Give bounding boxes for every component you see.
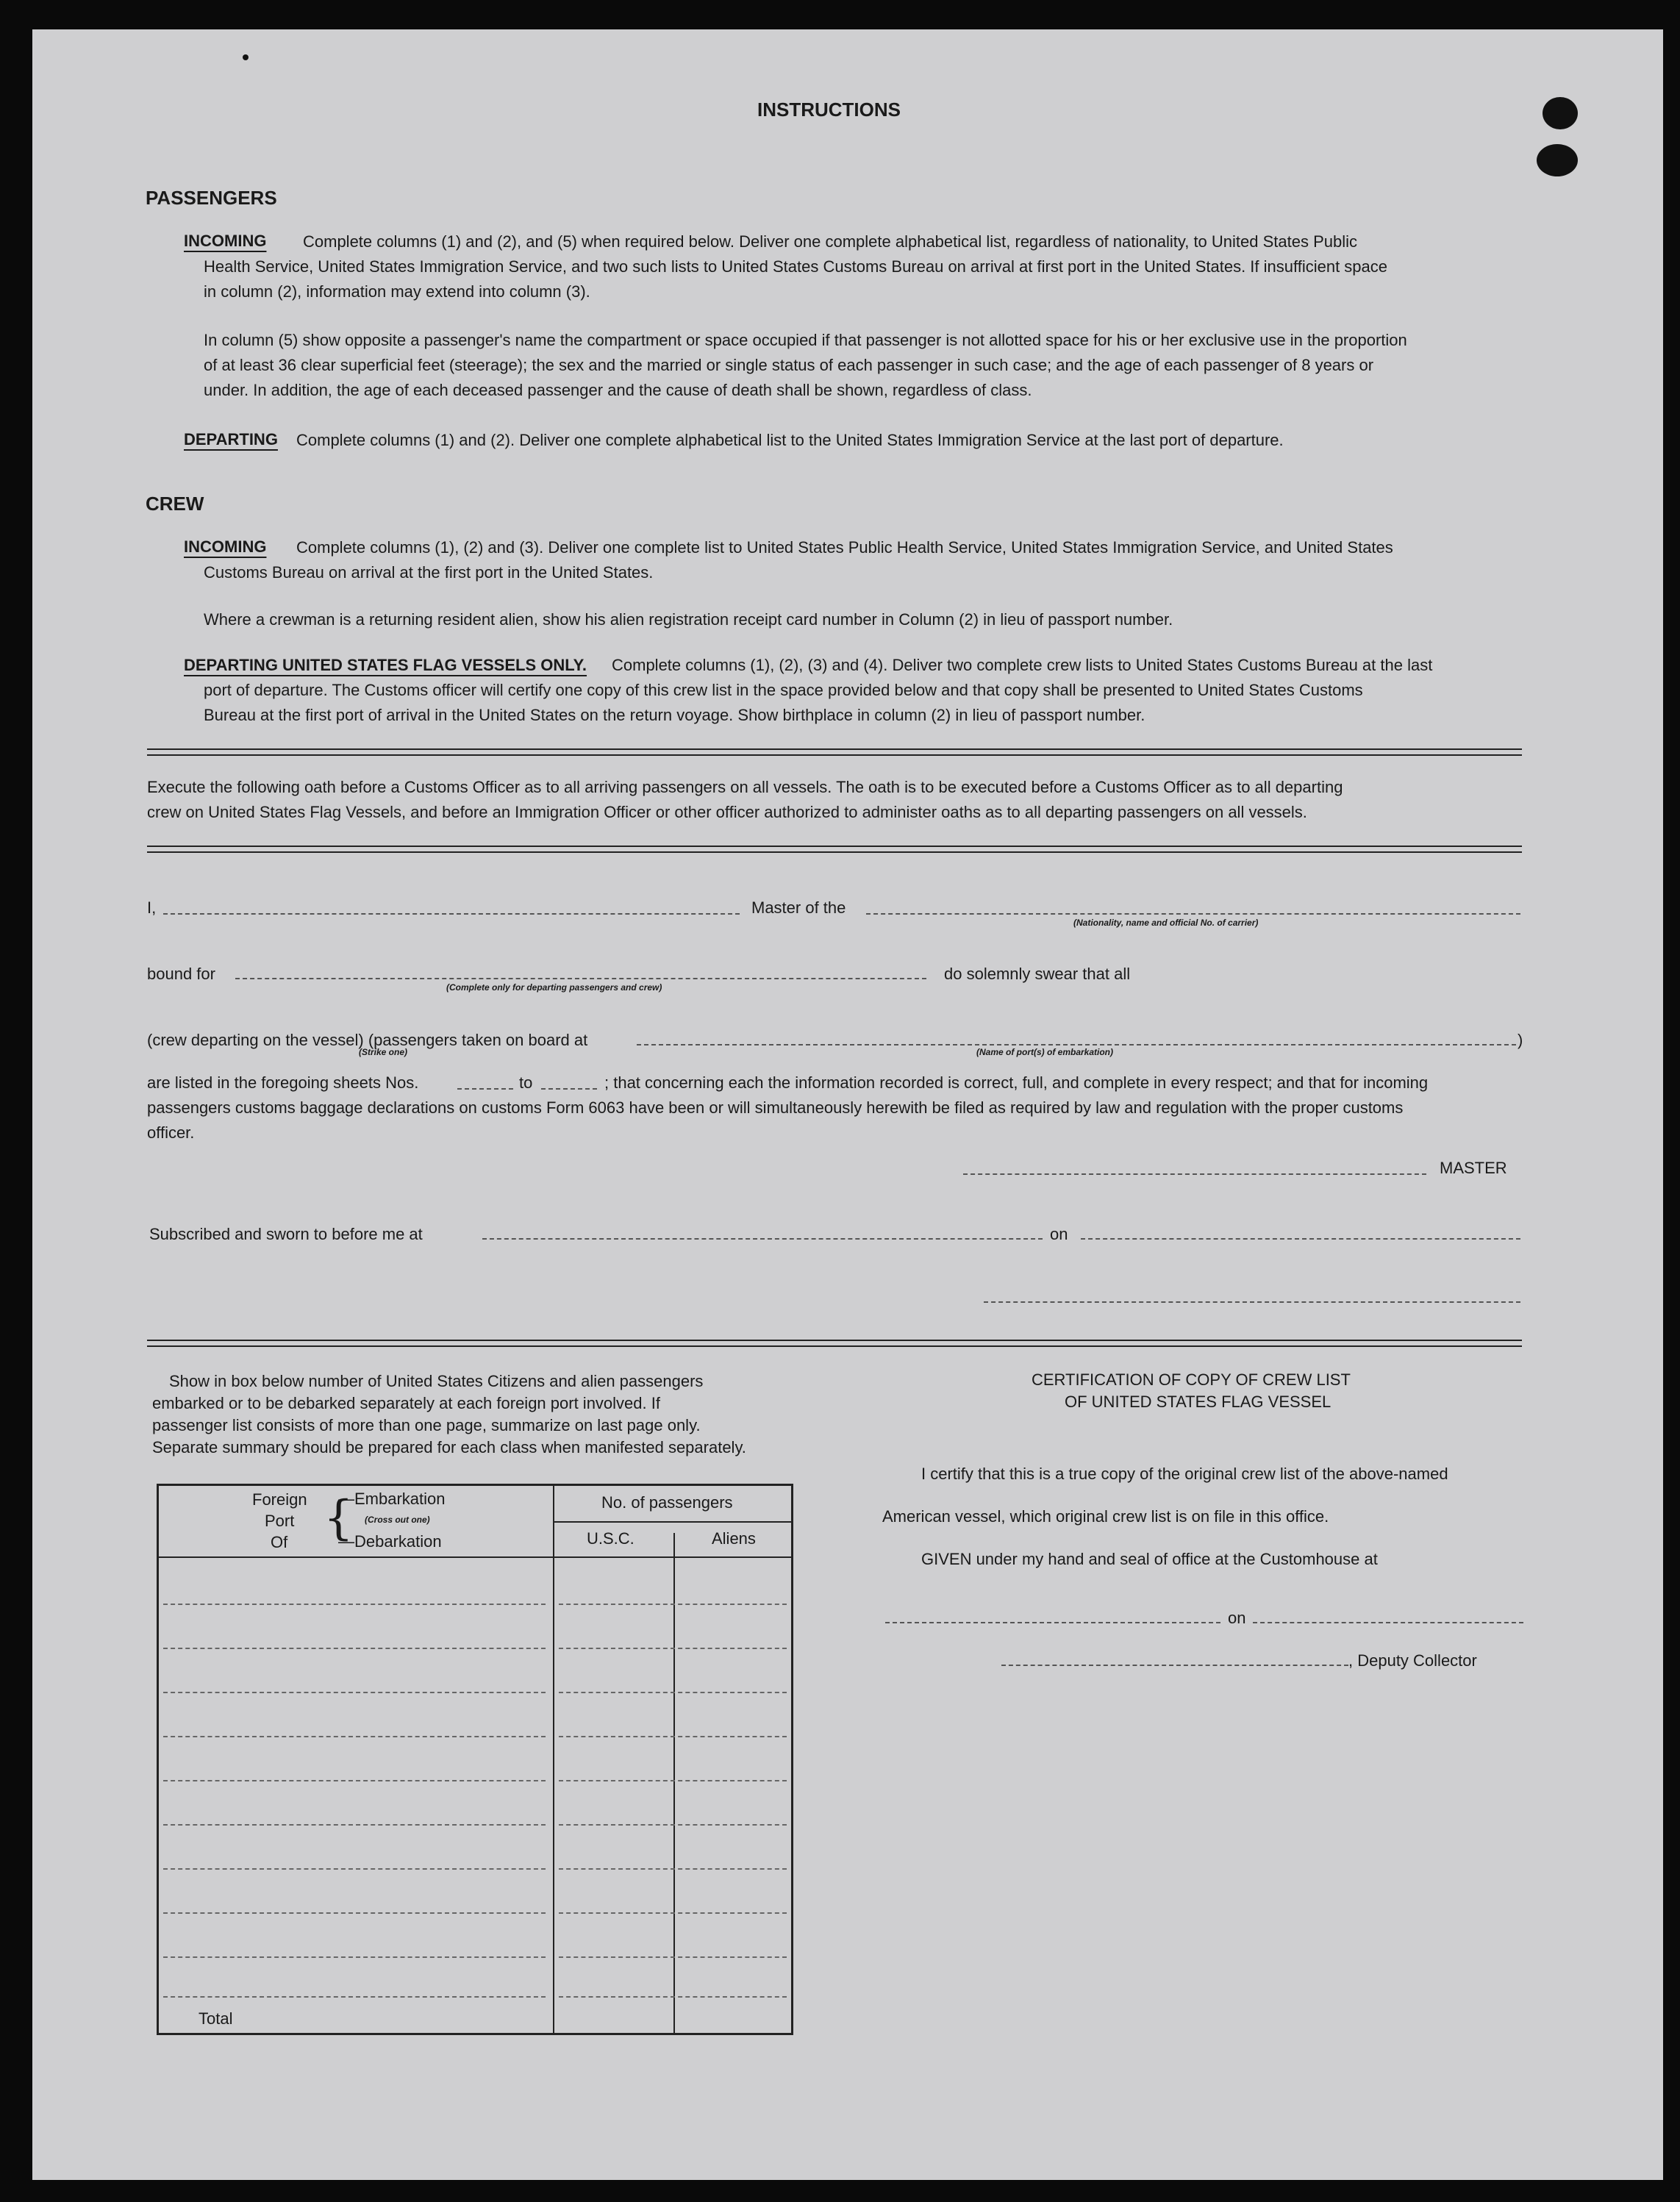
- table-of: Of: [271, 1533, 288, 1551]
- oath-intro-line-1: Execute the following oath before a Customs Officer as to all arriving passengers on all vessels. The oath is to be executed before a Customs Officer as to all departing: [147, 778, 1343, 796]
- double-rule: [147, 748, 1522, 756]
- summary-intro-line-4: Separate summary should be prepared for each class when manifested separately.: [152, 1438, 746, 1456]
- summary-intro-line-2: embarked or to be debarked separately at each foreign port involved. If: [152, 1394, 660, 1412]
- table-cross-out: (Cross out one): [365, 1515, 430, 1525]
- master-name-field[interactable]: [163, 913, 740, 915]
- crew-departing-line-1: Complete columns (1), (2), (3) and (4). Deliver two complete crew lists to United States Customs Bureau at the last: [612, 656, 1433, 674]
- ports-note: (Name of port(s) of embarkation): [976, 1047, 1114, 1057]
- page-title: INSTRUCTIONS: [757, 99, 901, 121]
- certification-title-1: CERTIFICATION OF COPY OF CREW LIST: [1032, 1370, 1351, 1389]
- crew-incoming-line-1: Complete columns (1), (2) and (3). Deliver one complete list to United States Public Health Service, United States Immigration Service, and United States: [296, 538, 1393, 557]
- swear-text: do solemnly swear that all: [944, 965, 1131, 983]
- strike-one-note: (Strike one): [359, 1047, 408, 1057]
- deputy-signature-field[interactable]: [1001, 1665, 1348, 1666]
- punch-hole: [1543, 97, 1578, 129]
- table-no-of-passengers: No. of passengers: [601, 1493, 733, 1512]
- punch-hole: [1537, 144, 1578, 176]
- speck: [243, 54, 249, 60]
- passengers-incoming-line-2: Health Service, United States Immigration Service, and two such lists to United States Customs Bureau on arrival at first port in the United States. If insufficient space: [204, 257, 1388, 276]
- column5-line-2: of at least 36 clear superficial feet (steerage); the sex and the married or single status of each passenger in such case; and the age of each passenger of 8 years or: [204, 356, 1374, 374]
- sworn-date-field[interactable]: [1081, 1238, 1520, 1240]
- brace-icon: {: [324, 1491, 354, 1545]
- master-signature-field[interactable]: [963, 1173, 1426, 1175]
- bound-for-note: (Complete only for departing passengers and crew): [446, 982, 662, 993]
- customhouse-field[interactable]: [885, 1622, 1220, 1623]
- passenger-summary-table: [157, 1484, 793, 2035]
- passengers-departing-text: Complete columns (1) and (2). Deliver one complete alphabetical list to the United States Immigration Service at the last port of departure.: [296, 431, 1284, 449]
- double-rule: [147, 846, 1522, 853]
- subscribed-label: Subscribed and sworn to before me at: [149, 1225, 423, 1243]
- crew-incoming-label: INCOMING: [184, 537, 267, 556]
- column5-line-1: In column (5) show opposite a passenger's name the compartment or space occupied if that passenger is not allotted space for his or her exclusive use in the proportion: [204, 331, 1407, 349]
- passengers-heading: PASSENGERS: [146, 187, 277, 209]
- passengers-incoming-line-1: Complete columns (1) and (2), and (5) when required below. Deliver one complete alphabetical list, regardless of nationality, to United States Public: [303, 232, 1358, 251]
- listed-text-a: are listed in the foregoing sheets Nos.: [147, 1073, 419, 1092]
- american-vessel-text: American vessel, which original crew list is on file in this office.: [882, 1507, 1329, 1526]
- column5-line-3: under. In addition, the age of each deceased passenger and the cause of death shall be shown, regardless of class.: [204, 381, 1032, 399]
- listed-line-2: passengers customs baggage declarations on customs Form 6063 have been or will simultaneously herewith be filed as required by law and regulation with the proper customs: [147, 1098, 1404, 1117]
- crew-departing-text: (crew departing on the vessel) (passengers taken on board at: [147, 1031, 588, 1049]
- bound-for-field[interactable]: [235, 978, 926, 979]
- cert-date-field[interactable]: [1253, 1622, 1523, 1623]
- carrier-field[interactable]: [866, 913, 1520, 915]
- crew-incoming-line-2: Customs Bureau on arrival at the first port in the United States.: [204, 563, 654, 582]
- sworn-at-field[interactable]: [482, 1238, 1043, 1240]
- crew-heading: CREW: [146, 493, 204, 515]
- bound-for-label: bound for: [147, 965, 215, 983]
- table-foreign: Foreign: [252, 1490, 307, 1509]
- oath-i: I,: [147, 898, 157, 917]
- table-debarkation: —Debarkation: [338, 1532, 442, 1551]
- master-of-the-label: Master of the: [751, 898, 846, 917]
- table-total: Total: [199, 2009, 233, 2028]
- passengers-departing-label: DEPARTING: [184, 430, 278, 448]
- nationality-note: (Nationality, name and official No. of carrier): [1073, 918, 1259, 928]
- double-rule: [147, 1340, 1522, 1347]
- deputy-collector-label: , Deputy Collector: [1348, 1651, 1477, 1670]
- table-port: Port: [265, 1512, 295, 1530]
- cert-on-label: on: [1228, 1609, 1246, 1627]
- passengers-incoming-label: INCOMING: [184, 232, 267, 250]
- sheet-from-field[interactable]: [457, 1088, 513, 1090]
- table-usc: U.S.C.: [587, 1529, 635, 1548]
- close-paren: ): [1518, 1031, 1523, 1049]
- certification-title-2: OF UNITED STATES FLAG VESSEL: [1065, 1393, 1332, 1411]
- summary-intro-line-1: Show in box below number of United States Citizens and alien passengers: [169, 1372, 704, 1390]
- crew-departing-line-3: Bureau at the first port of arrival in the United States on the return voyage. Show birthplace in column (2) in lieu of passport number.: [204, 706, 1145, 724]
- listed-text-b: ; that concerning each the information recorded is correct, full, and complete in every respect; and that for incoming: [604, 1073, 1429, 1092]
- summary-intro-line-3: passenger list consists of more than one page, summarize on last page only.: [152, 1416, 701, 1434]
- passengers-incoming-line-3: in column (2), information may extend into column (3).: [204, 282, 590, 301]
- crew-resident-alien: Where a crewman is a returning resident alien, show his alien registration receipt card number in Column (2) in lieu of passport number.: [204, 610, 1173, 629]
- crew-departing-line-2: port of departure. The Customs officer will certify one copy of this crew list in the space provided below and that copy shall be presented to United States Customs: [204, 681, 1363, 699]
- officer-signature-field[interactable]: [984, 1301, 1520, 1303]
- table-aliens: Aliens: [712, 1529, 756, 1548]
- to-label: to: [519, 1073, 533, 1092]
- master-label: MASTER: [1440, 1159, 1507, 1177]
- embarkation-ports-field[interactable]: [637, 1044, 1516, 1045]
- given-text: GIVEN under my hand and seal of office at the Customhouse at: [921, 1550, 1378, 1568]
- table-embarkation: —Embarkation: [338, 1490, 446, 1508]
- sheet-to-field[interactable]: [541, 1088, 597, 1090]
- crew-departing-label: DEPARTING UNITED STATES FLAG VESSELS ONLY.: [184, 656, 587, 674]
- listed-line-3: officer.: [147, 1123, 195, 1142]
- certify-text: I certify that this is a true copy of the original crew list of the above-named: [921, 1465, 1448, 1483]
- sworn-on-label: on: [1050, 1225, 1068, 1243]
- oath-intro-line-2: crew on United States Flag Vessels, and before an Immigration Officer or other officer authorized to administer oaths as to all departing passengers on all vessels.: [147, 803, 1307, 821]
